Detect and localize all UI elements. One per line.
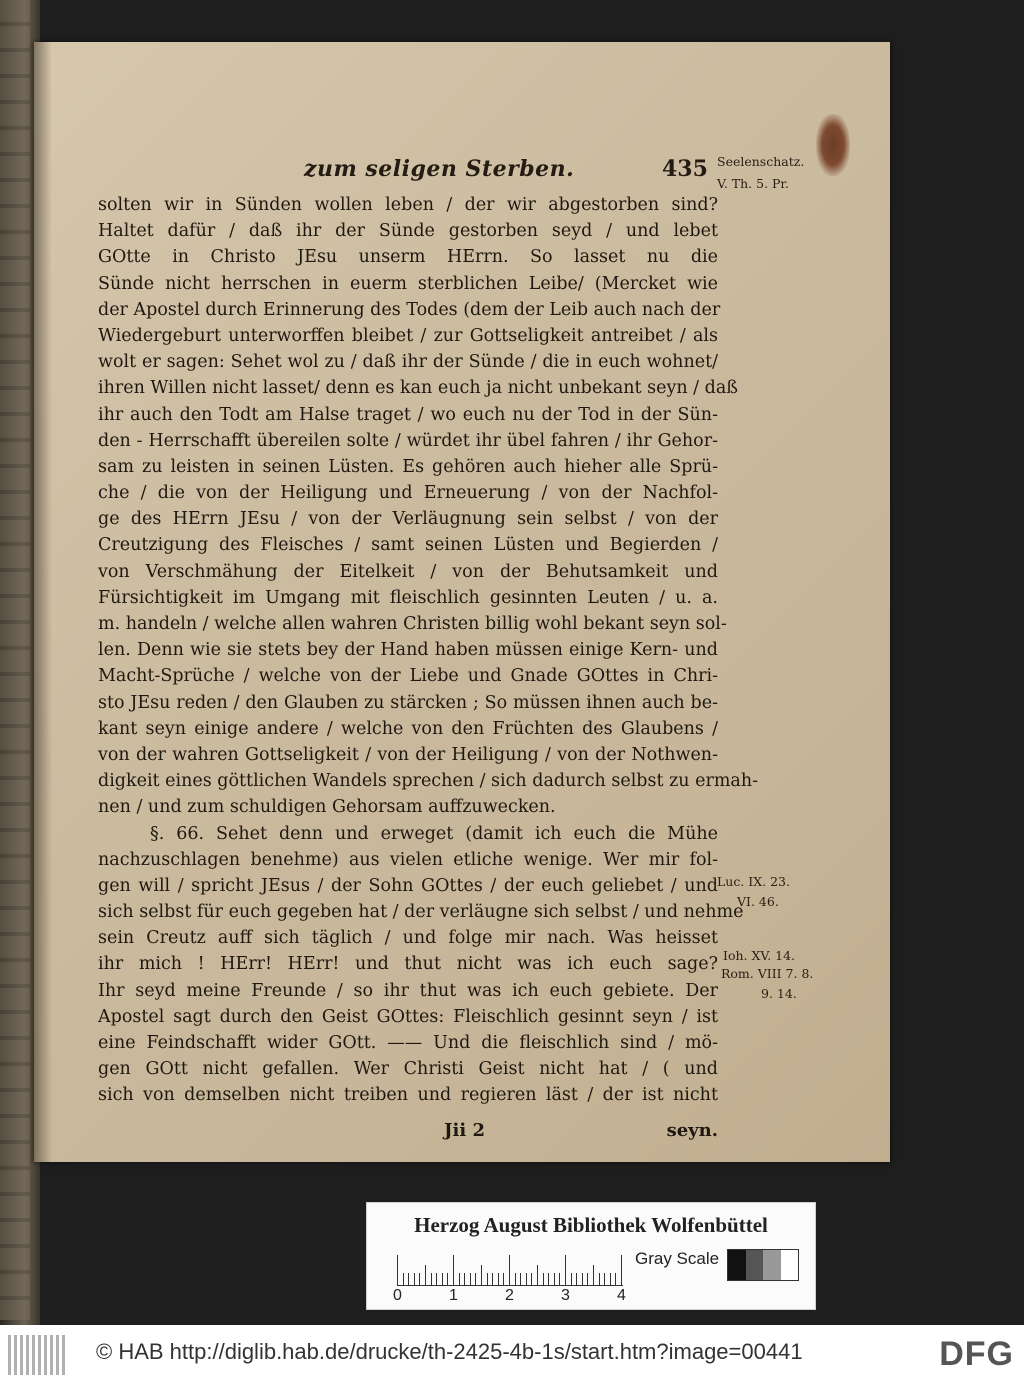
margin-note: V. Th. 5. Pr. <box>717 176 790 191</box>
ruler-number: 0 <box>393 1287 402 1304</box>
ruler-number: 4 <box>617 1287 626 1304</box>
text-line: ihr auch den Todt am Halse traget / wo euch nu der Tod in der Sün- <box>98 404 718 425</box>
signature-mark: Jii 2 <box>444 1120 485 1141</box>
page-fold-shadow <box>34 42 52 1162</box>
text-line: ge des HErrn JEsu / von der Verläugnung sein selbst / von der <box>98 509 718 530</box>
text-line: §. 66. Sehet denn und erweget (damit ich euch die Mühe <box>150 823 718 844</box>
ruler-tick <box>604 1273 605 1285</box>
book-page <box>34 42 890 1162</box>
ruler-tick <box>475 1273 476 1285</box>
page-number: 435 <box>662 156 708 182</box>
text-line: ihr mich ! HErr! HErr! und thut nicht was ich euch sage? <box>98 954 718 975</box>
text-line: der Apostel durch Erinnerung des Todes (dem der Leib auch nach der <box>98 299 721 320</box>
catchword: seyn. <box>666 1120 718 1141</box>
ruler-tick <box>509 1255 510 1285</box>
ruler-tick <box>431 1273 432 1285</box>
ruler-tick <box>436 1273 437 1285</box>
catchword-row <box>98 1120 718 1150</box>
text-line: gen will / spricht JEsus / der Sohn GOttes / der euch geliebet / und <box>98 875 718 896</box>
running-head: zum seligen Sterben. <box>304 156 575 182</box>
ruler-tick <box>442 1273 443 1285</box>
text-line: nen / und zum schuldigen Gehorsam auffzuwecken. <box>98 797 556 818</box>
text-line: von der wahren Gottseligkeit / von der Heiligung / von der Nothwen- <box>98 744 718 765</box>
margin-note: Seelenschatz. <box>717 154 805 169</box>
ruler-tick <box>459 1273 460 1285</box>
ruler-tick <box>397 1255 398 1285</box>
ruler-tick <box>487 1273 488 1285</box>
text-line: solten wir in Sünden wollen leben / der wir abgestorben sind? <box>98 195 718 215</box>
library-name: Herzog August Bibliothek Wolfenbüttel <box>414 1213 768 1237</box>
footer-bar <box>0 1325 1024 1386</box>
gray-scale-swatch <box>727 1249 799 1281</box>
text-line: sto JEsu reden / den Glauben zu stärcken ; So müssen ihnen auch be- <box>98 692 718 713</box>
text-line: sam zu leisten in seinen Lüsten. Es gehören auch hieher alle Sprü- <box>98 456 718 477</box>
ruler-tick <box>554 1273 555 1285</box>
ruler-tick <box>610 1273 611 1285</box>
text-line: Haltet dafür / daß ihr der Sünde gestorben seyd / und lebet <box>98 221 718 242</box>
dfg-logo: DFG <box>939 1335 1014 1373</box>
text-line: len. Denn wie sie stets bey der Hand haben müssen einige Kern- und <box>98 640 718 661</box>
text-line: Ihr seyd meine Freunde / so ihr thut was ich euch gebiete. Der <box>98 980 718 1001</box>
ruler-tick <box>419 1273 420 1285</box>
ruler-tick <box>548 1273 549 1285</box>
margin-note: Rom. VIII 7. 8. <box>721 966 814 981</box>
ruler-tick <box>520 1273 521 1285</box>
adjacent-page-text-strip <box>0 0 30 1320</box>
text-line: Macht-Sprüche / welche von der Liebe und Gnade GOttes in Chri- <box>98 666 718 687</box>
ruler-number: 3 <box>561 1287 570 1304</box>
text-line: von Verschmähung der Eitelkeit / von der Behutsamkeit und <box>98 561 718 582</box>
scale-ruler <box>397 1249 623 1286</box>
ruler-tick <box>453 1255 454 1285</box>
ruler-tick <box>559 1273 560 1285</box>
ruler-tick <box>408 1273 409 1285</box>
ruler-tick <box>565 1255 566 1285</box>
hab-logo-icon <box>8 1335 66 1375</box>
text-line: sich von demselben nicht treiben und regieren läst / der ist nicht <box>98 1085 718 1106</box>
ruler-number: 1 <box>449 1287 458 1304</box>
ruler-tick <box>621 1255 622 1285</box>
ruler-tick <box>543 1273 544 1285</box>
ruler-tick <box>414 1273 415 1285</box>
ruler-tick <box>481 1265 482 1285</box>
ruler-tick <box>571 1273 572 1285</box>
ruler-tick <box>464 1273 465 1285</box>
text-line: che / die von der Heiligung und Erneuerung / von der Nachfol- <box>98 483 718 504</box>
text-line: den - Herrschafft übereilen solte / würdet ihr übel fahren / ihr Gehor- <box>98 430 718 451</box>
text-line: ihren Willen nicht lasset/ denn es kan euch ja nicht unbekant seyn / daß <box>98 378 738 399</box>
text-line: Apostel sagt durch den Geist GOttes: Fleischlich gesinnt seyn / ist <box>98 1006 718 1027</box>
ruler-tick <box>470 1273 471 1285</box>
ruler-tick <box>587 1273 588 1285</box>
ruler-tick <box>576 1273 577 1285</box>
text-line: nachzuschlagen benehme) aus vielen etliche wenige. Wer mir fol- <box>98 849 718 870</box>
text-line: sich selbst für euch gegeben hat / der verläugne sich selbst / und nehme <box>98 902 744 923</box>
ruler-tick <box>615 1273 616 1285</box>
ruler-tick <box>403 1273 404 1285</box>
ruler-tick <box>599 1273 600 1285</box>
text-line: wolt er sagen: Sehet wol zu / daß ihr der Sünde / die in euch wohnet/ <box>98 352 718 373</box>
margin-note: Ioh. XV. 14. <box>723 948 796 963</box>
text-line: Wiedergeburt unterworffen bleibet / zur Gottseligkeit antreibet / als <box>98 325 718 346</box>
text-line: eine Feindschafft wider GOtt. —— Und die fleischlich sind / mö- <box>98 1033 718 1053</box>
gray-scale-label: Gray Scale <box>635 1249 720 1268</box>
ruler-tick <box>593 1265 594 1285</box>
text-line: Fürsichtigkeit im Umgang mit fleischlich gesinnten Leuten / u. a. <box>98 587 718 608</box>
ruler-tick <box>503 1273 504 1285</box>
margin-note: 9. 14. <box>761 986 797 1001</box>
ruler-tick <box>526 1273 527 1285</box>
copyright-url: © HAB http://diglib.hab.de/drucke/th-2425-4b-1s/start.htm?image=00441 <box>96 1339 803 1364</box>
text-line: kant seyn einige andere / welche von den Früchten des Glaubens / <box>98 718 718 739</box>
text-line: Sünde nicht herrschen in euerm sterblichen Leibe/ (Mercket wie <box>98 273 718 294</box>
text-line: m. handeln / welche allen wahren Christen billig wohl bekant seyn sol- <box>98 614 727 634</box>
ruler-tick <box>425 1265 426 1285</box>
ruler-tick <box>582 1273 583 1285</box>
text-line: sein Creutz auff sich täglich / und folge mir nach. Was heisset <box>98 928 718 949</box>
color-calibration-card <box>366 1202 816 1310</box>
ruler-number: 2 <box>505 1287 514 1304</box>
ruler-tick <box>498 1273 499 1285</box>
text-line: GOtte in Christo JEsu unserm HErrn. So lasset nu die <box>98 247 718 268</box>
text-line: gen GOtt nicht gefallen. Wer Christi Geist nicht hat / ( und <box>98 1059 718 1080</box>
margin-note: Luc. IX. 23. <box>717 874 790 889</box>
ruler-tick <box>492 1273 493 1285</box>
text-line: Creutzigung des Fleisches / samt seinen Lüsten und Begierden / <box>98 535 718 556</box>
text-line: digkeit eines göttlichen Wandels sprechen / sich dadurch selbst zu ermah- <box>98 771 759 792</box>
ruler-tick <box>537 1265 538 1285</box>
ruler-tick <box>531 1273 532 1285</box>
ruler-tick <box>515 1273 516 1285</box>
ruler-tick <box>447 1273 448 1285</box>
margin-note: VI. 46. <box>737 894 779 909</box>
